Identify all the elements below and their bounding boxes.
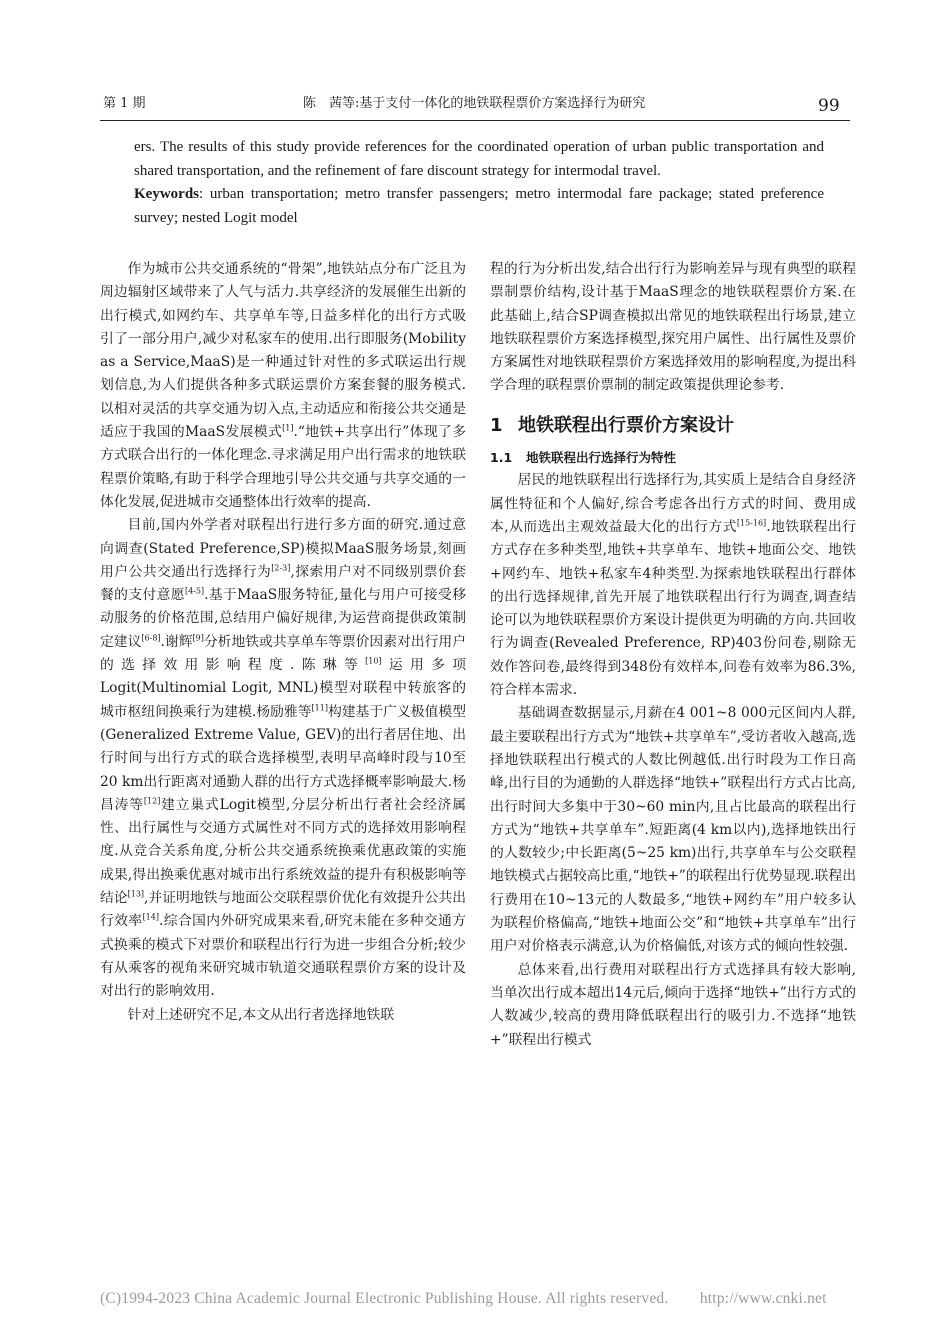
journal-issue: 第 1 期 xyxy=(103,96,146,111)
paragraph xyxy=(100,258,466,514)
text-run: 构建基于广义极值模型(Generalized Extreme Value, GEV)的出行者居住地、出行时间与出行方式的联合选择模型,表明早高峰时段与10至20 km出行距离对通勤人群的出行方式选择概率影响最大.杨昌涛等 xyxy=(100,703,467,813)
paragraph xyxy=(490,469,856,702)
paragraph: 基础调查数据显示,月薪在4 001~8 000元区间内人群,最主要联程出行方式为“地铁+共享单车”,受访者收入越高,选择地铁联程出行模式的人数比例越低.出行时段为工作日高峰,出行目的为通勤的人群选择“地铁+”联程出行方式占比高,出行时间大多集中于30~60 min内,且占比最高的联程出行方式为“地铁+共享单车”.短距离(4 km以内),选择地铁出行的人数较少;中长距离(5~25 km)出行,共享单车与公交联程地铁模式占据较高比重,“地铁+”的联程出行优势显现.联程出行费用在10~13元的人数最多,“地铁+网约车”用户较多认为联程价格偏高,“地铁+地面公交”和“地铁+共享单车”出行用户对价格表示满意,认为价格偏低,对该方式的倾向性较强. xyxy=(490,705,856,955)
abstract-block xyxy=(134,136,824,230)
citation: [6-8] xyxy=(141,633,161,643)
citation: [15-16] xyxy=(736,518,767,528)
paragraph: 程的行为分析出发,结合出行行为影响差异与现有典型的联程票制票价结构,设计基于MaaS理念的地铁联程票价方案.在此基础上,结合SP调查模拟出常见的地铁联程出行场景,建立地铁联程票价方案选择模型,探究用户属性、出行属性及票价方案属性对地铁联程票价方案选择效用的影响程度,为提出科学合理的联程票价票制的制定政策提供理论参考. xyxy=(490,261,856,394)
text-run: .地铁联程出行方式存在多种类型,地铁+共享单车、地铁+地面公交、地铁+网约车、地铁+私家车4种类型.为探索地铁联程出行群体的出行选择规律,首先开展了地铁联程出行行为调查,调查结论可以为地铁联程票价方案设计提供更为明确的方向.共回收行为调查(Revealed Preference, RP)403份问卷,剔除无效作答问卷,最终得到348份有效样本,问卷有效率为86.3%,符合样本需求. xyxy=(490,518,856,699)
subsection-heading xyxy=(490,446,856,469)
paragraph xyxy=(100,514,466,1003)
citation: [12] xyxy=(143,796,161,806)
header-rule xyxy=(100,120,850,121)
running-title: 陈 茜等:基于支付一体化的地铁联程票价方案选择行为研究 xyxy=(303,96,646,111)
text-run: .基于MaaS服务特征,量化与用户可接受移动服务的价格范围,总结用户偏好规律,为运营商提供政策制定建议 xyxy=(100,587,467,650)
text-run: .综合国内外研究成果来看,研究未能在多种交通方式换乘的模式下对票价和联程出行行为进一步组合分析;较少有从乘客的视角来研究城市轨道交通联程票价方案的设计及对出行的影响效用. xyxy=(100,913,466,1000)
subsection-number: 1.1 xyxy=(490,450,513,466)
subsection-title: 地铁联程出行选择行为特性 xyxy=(526,450,677,466)
text-run: 目前,国内外学者对联程出行进行多方面的研究.通过意向调查(Stated Preference,SP)模拟MaaS服务场景,刻画用户公共交通出行选择行为 xyxy=(100,517,466,580)
keywords-line xyxy=(134,183,824,230)
copyright-footer: (C)1994-2023 China Academic Journal Electronic Publishing House. All rights reserved. http://www.cnki.net xyxy=(100,1290,827,1307)
paragraph: 针对上述研究不足,本文从出行者选择地铁联 xyxy=(127,1006,395,1023)
citation: [4-5] xyxy=(184,586,205,596)
section-heading xyxy=(490,414,856,437)
citation: [14] xyxy=(142,912,159,922)
text-run: .“地铁+共享出行”体现了多方式联合出行的一体化理念.寻求满足用户出行需求的地铁联程票价策略,有助于科学合理地引导公共交通与共享交通的一体化发展,促进城市交通整体出行效率的提高. xyxy=(100,424,466,510)
left-column xyxy=(100,258,466,1027)
text-run: 作为城市公共交通系统的“骨架”,地铁站点分布广泛且为周边辐射区域带来了人气与活力.共享经济的发展催生出新的出行模式,如网约车、共享单车等,日益多样化的出行方式吸引了一部分用户,减少对私家车的使用.出行即服务(Mobility as a Service,MaaS)是一种通过针对性的多式联运出行规划信息,为人们提供各种多式联运票价方案套餐的服务模式.以相对灵活的共享交通为切入点,主动适应和衔接公共交通是适应于我国的MaaS发展模式 xyxy=(100,261,466,441)
section-title: 地铁联程出行票价方案设计 xyxy=(518,414,734,436)
citation: [10] xyxy=(365,656,382,666)
text-run: 建立巢式Logit模型,分层分析出行者社会经济属性、出行属性与交通方式属性对不同方式的选择效用影响程度.从竞合关系角度,分析公共交通系统换乘优惠政策的实施成果,得出换乘优惠对城市出行系统效益的提升有积极影响等结论 xyxy=(100,796,466,907)
citation: [9] xyxy=(192,633,204,643)
section-number: 1 xyxy=(490,414,503,436)
paragraph: 总体来看,出行费用对联程出行方式选择具有较大影响,当单次出行成本超出14元后,倾向于选择“地铁+”出行方式的人数减少,较高的费用降低联程出行的吸引力.不选择“地铁+”联程出行模式 xyxy=(490,961,856,1048)
page-number: 99 xyxy=(818,96,840,116)
text-run: 分析地铁或共享单车等票价因素对出行用户的选择效用影响程度.陈琳等 xyxy=(100,633,467,674)
right-column xyxy=(490,258,856,1052)
citation: [13] xyxy=(127,889,145,899)
text-run: ,并证明地铁与地面公交联程票价优化有效提升公共出行效率 xyxy=(100,890,467,930)
keywords-text: : urban transportation; metro transfer passengers; metro intermodal fare package; stated preference survey; nested Logit model xyxy=(134,186,824,226)
text-run: 运用多项Logit(Multinomial Logit, MNL)模型对联程中转旅客的城市枢纽间换乘行为建模.杨励雅等 xyxy=(100,657,466,720)
text-run: ,探索用户对不同级别票价套餐的支付意愿 xyxy=(100,563,467,604)
text-run: 居民的地铁联程出行选择行为,其实质上是结合自身经济属性特征和个人偏好,综合考虑各出行方式的时间、费用成本,从而选出主观效益最大化的出行方式 xyxy=(490,472,856,535)
text-run: .谢辉 xyxy=(160,633,193,650)
citation: [11] xyxy=(311,703,328,713)
abstract-text: ers. The results of this study provide references for the coordinated operation of urban public transportation and shared transportation, and the refinement of fare discount strategy for intermodal travel. xyxy=(134,139,824,179)
keywords-label: Keywords xyxy=(134,186,199,202)
citation: [1] xyxy=(282,423,294,433)
citation: [2-3] xyxy=(271,563,291,573)
